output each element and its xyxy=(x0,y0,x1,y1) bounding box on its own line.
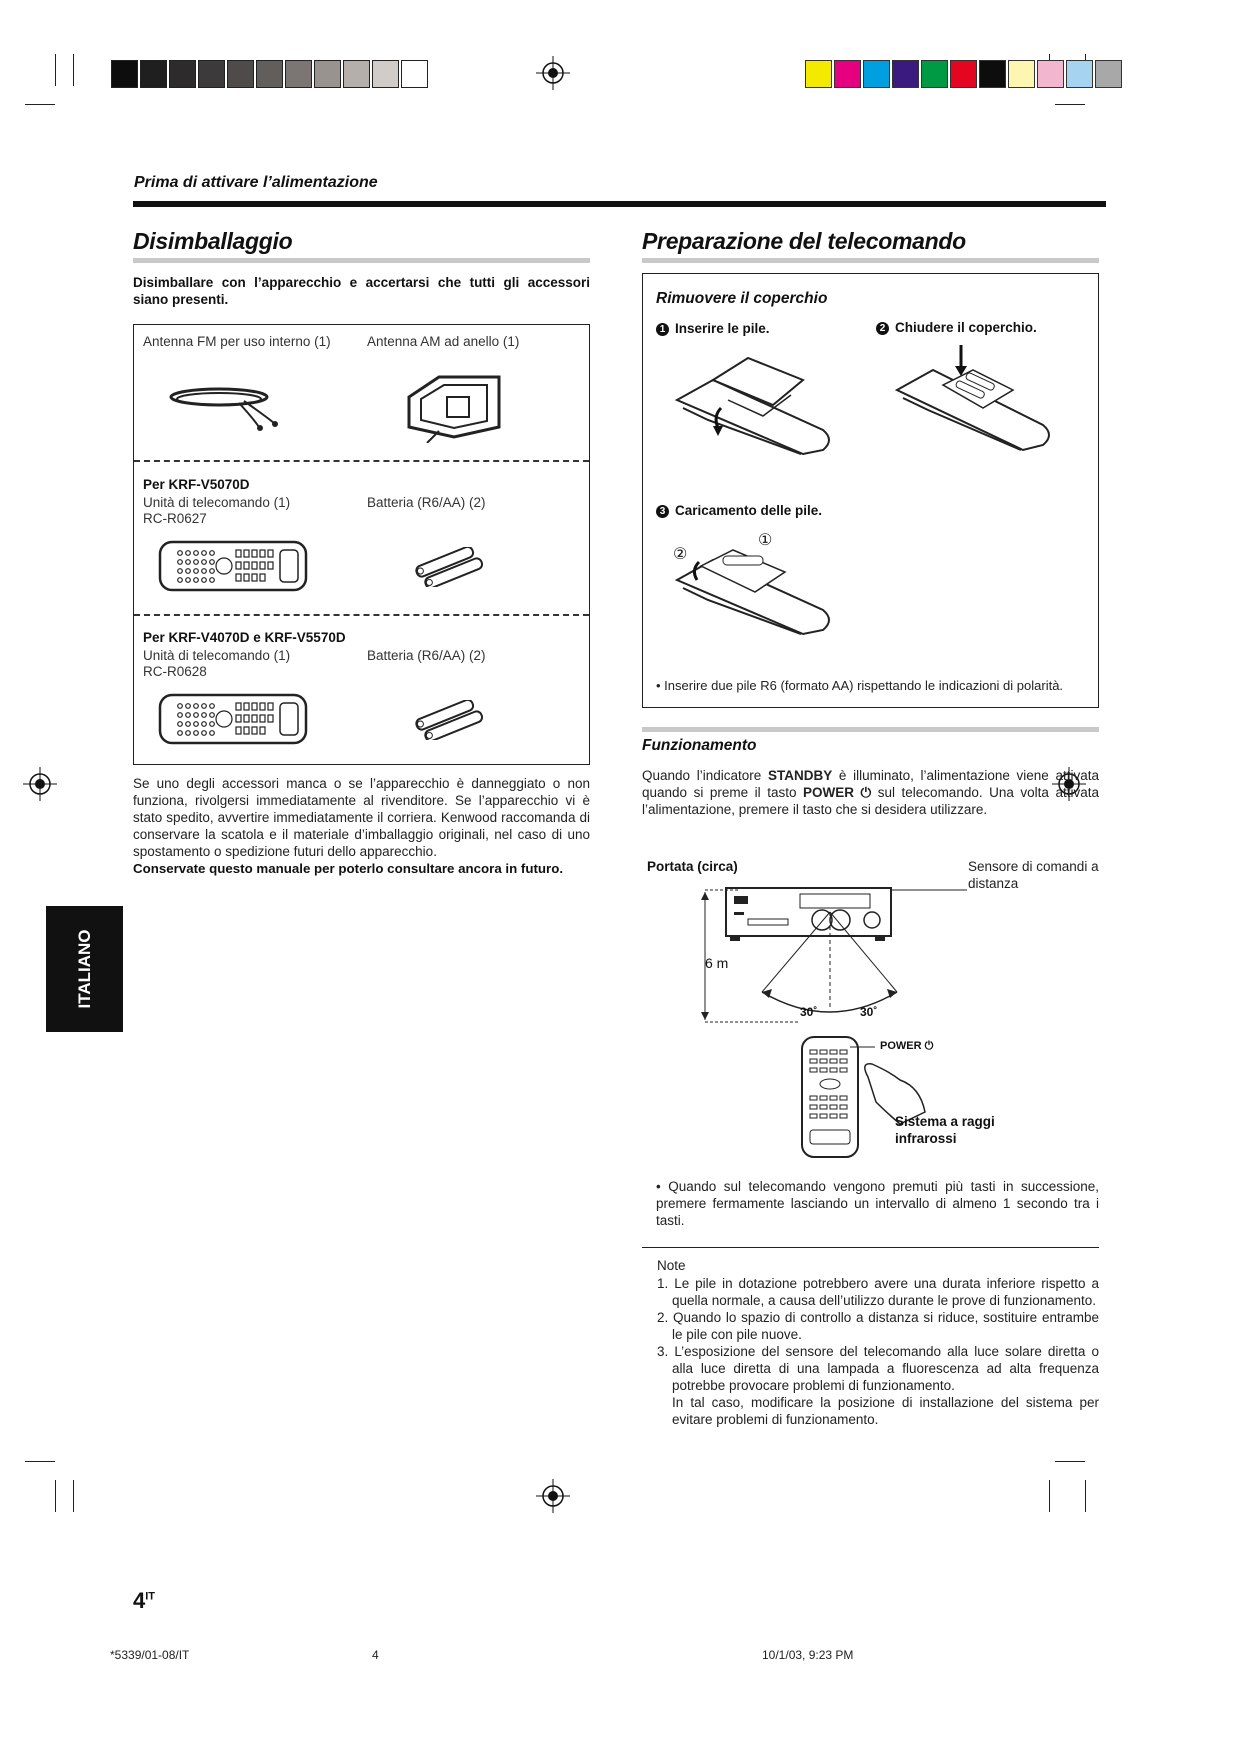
bullet-note: • Quando sul telecomando vengono premuti più tasti in successione, premere fermamente lasciando un intervallo di almeno 1 secondo tra i tasti. xyxy=(656,1179,1099,1228)
close-cover-illustration xyxy=(893,340,1058,455)
process-swatch xyxy=(863,60,890,88)
angle-right-label: 30˚ xyxy=(860,1005,878,1019)
insert-batteries-illustration xyxy=(673,350,838,455)
process-swatch xyxy=(834,60,861,88)
polarity-note: • Inserire due pile R6 (formato AA) rispettando le indicazioni di polarità. xyxy=(656,678,1064,693)
marker-2: ② xyxy=(673,546,688,563)
sensor-label: Sensore di comandi a distanza xyxy=(968,859,1099,891)
process-swatch xyxy=(950,60,977,88)
footer-page: 4 xyxy=(372,1648,379,1662)
remote-control-icon xyxy=(158,693,308,745)
notes-title: Note xyxy=(657,1258,686,1273)
marker-1: ① xyxy=(758,532,773,549)
footer-timestamp: 10/1/03, 9:23 PM xyxy=(762,1648,854,1662)
battery-label-2: Batteria (R6/AA) (2) xyxy=(367,648,486,663)
registration-mark-top xyxy=(536,56,570,90)
notes-list xyxy=(657,1275,1099,1428)
fm-antenna-label: Antenna FM per uso interno (1) xyxy=(143,334,331,349)
left-section-title: Disimballaggio xyxy=(133,228,293,254)
unpack-intro: Disimballare con l’apparecchio e accertarsi che tutti gli accessori siano presenti. xyxy=(133,275,590,307)
gray-swatch xyxy=(111,60,138,88)
remote-model-2: RC-R0628 xyxy=(143,664,207,679)
header-subtitle: Prima di attivare l’alimentazione xyxy=(134,174,378,191)
remove-cover-title: Rimuovere il coperchio xyxy=(656,290,828,307)
model-label-2: Per KRF-V4070D e KRF-V5570D xyxy=(143,630,346,645)
battery-instructions-box xyxy=(642,273,1099,708)
gray-swatch xyxy=(343,60,370,88)
accessories-box xyxy=(133,324,590,765)
gray-swatch xyxy=(401,60,428,88)
registration-mark-left xyxy=(23,767,57,801)
battery-icon xyxy=(409,700,489,740)
registration-mark-bottom xyxy=(536,1479,570,1513)
gray-swatch xyxy=(198,60,225,88)
note-item: 1. Le pile in dotazione potrebbero avere una durata inferiore rispetto a quella normale, a causa dell’utilizzo durante le prove di funzionamento. xyxy=(657,1276,1099,1308)
model-label-1: Per KRF-V5070D xyxy=(143,477,250,492)
left-title-underline xyxy=(133,258,590,263)
step-1: 1 Inserire le pile. xyxy=(656,320,770,337)
gray-swatch xyxy=(169,60,196,88)
remote-label-2: Unità di telecomando (1) xyxy=(143,648,291,663)
right-title-underline xyxy=(642,258,1099,263)
gray-swatch xyxy=(140,60,167,88)
gray-swatch xyxy=(285,60,312,88)
func-title: Funzionamento xyxy=(642,737,757,754)
gray-swatch xyxy=(314,60,341,88)
battery-label-1: Batteria (R6/AA) (2) xyxy=(367,495,486,510)
range-label: Portata (circa) xyxy=(647,859,738,874)
note-item-extra: In tal caso, modificare la posizione di installazione del sistema per evitare problemi di funzionamento. xyxy=(672,1395,1099,1427)
unpack-paragraph: Se uno degli accessori manca o se l’apparecchio è danneggiato o non funziona, rivolgersi immediatamente al rivenditore. Se l’apparecchio vi è stato spedito, avvertire immediatamente il corriera. Kenwood raccomanda di conservare la scatola e il materiale d’imballaggio originali, nel caso di uno spostamento o spedizione futuri dello apparecchio. xyxy=(133,776,590,859)
process-swatch xyxy=(1008,60,1035,88)
angle-left-label: 30˚ xyxy=(800,1005,818,1019)
process-swatch xyxy=(1066,60,1093,88)
step-2: 2 Chiudere il coperchio. xyxy=(876,319,1037,336)
keep-manual-note: Conservate questo manuale per poterlo consultare ancora in futuro. xyxy=(133,861,564,876)
step-3: 3 Caricamento delle pile. xyxy=(656,502,822,519)
page-number: $4^{IT}$ xyxy=(133,1588,156,1613)
process-swatch xyxy=(921,60,948,88)
gray-swatch xyxy=(372,60,399,88)
func-title-rule xyxy=(642,727,1099,732)
distance-label: 6 m xyxy=(705,955,729,971)
battery-icon xyxy=(409,547,489,587)
process-swatch xyxy=(1037,60,1064,88)
func-paragraph: Quando l’indicatore STANDBY è illuminato, l’alimentazione viene attivata quando si preme il tasto POWER ⏻ sul telecomando. Una volta attivata l’alimentazione, premere il tasto che si desidera utilizzare. xyxy=(642,768,1100,817)
right-section-title: Preparazione del telecomando xyxy=(642,228,966,254)
header-rule xyxy=(133,201,1106,207)
process-swatch xyxy=(892,60,919,88)
notes-rule xyxy=(642,1247,1099,1248)
process-swatch xyxy=(979,60,1006,88)
infrared-system-label: Sistema a raggi infrarossi xyxy=(895,1114,995,1146)
remote-label-1: Unità di telecomando (1) xyxy=(143,495,291,510)
note-item: 3. L’esposizione del sensore del telecomando alla luce solare diretta o alla luce diretta di una lampada a fluorescenza ad alta frequenza potrebbe provocare problemi di funzionamento. xyxy=(657,1344,1099,1393)
note-item: 2. Quando lo spazio di controllo a distanza si riduce, sostituire entrambe le pile con pile nuove. xyxy=(657,1310,1099,1342)
gray-swatch xyxy=(227,60,254,88)
am-antenna-label: Antenna AM ad anello (1) xyxy=(367,334,520,349)
language-side-tab xyxy=(46,906,123,1032)
remote-control-icon xyxy=(158,540,308,592)
power-label: POWER ⏻ xyxy=(880,1040,934,1052)
language-tab-label: ITALIANO xyxy=(74,929,94,1009)
am-loop-antenna-icon xyxy=(399,367,509,443)
process-swatch xyxy=(805,60,832,88)
gray-swatch xyxy=(256,60,283,88)
fm-antenna-icon xyxy=(164,375,294,435)
process-swatch xyxy=(1095,60,1122,88)
remote-model-1: RC-R0627 xyxy=(143,511,207,526)
footer-job-code: *5339/01-08/IT xyxy=(110,1648,190,1662)
